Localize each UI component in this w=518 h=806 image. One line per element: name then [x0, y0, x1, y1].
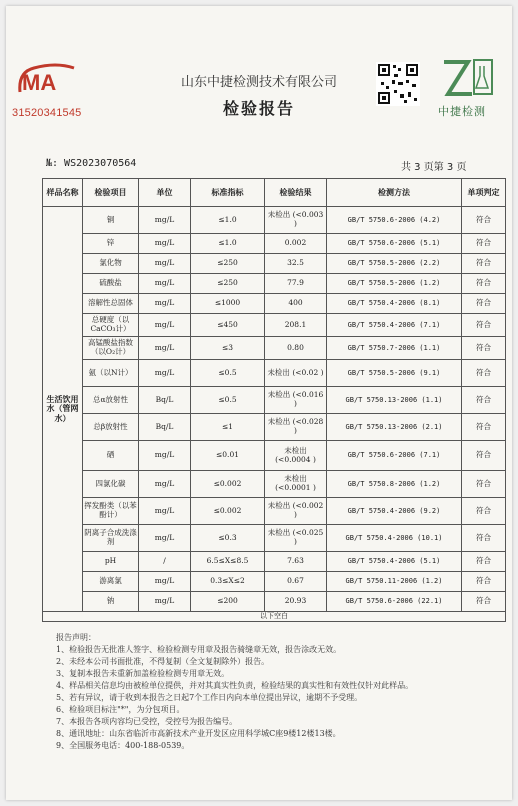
- result-cell: 0.002: [265, 234, 327, 254]
- result-cell: 208.1: [265, 314, 327, 337]
- report-number: №: WS2023070564: [46, 158, 137, 169]
- method-cell: GB/T 5750.5-2006 (1.2): [327, 274, 462, 294]
- judgement-cell: 符合: [462, 592, 506, 612]
- method-cell: GB/T 5750.11-2006 (1.2): [327, 572, 462, 592]
- table-row: [43, 234, 506, 254]
- note-line: 6、检验项目标注"*"，为分包项目。: [56, 705, 185, 714]
- table-row: [43, 592, 506, 612]
- table-row: [43, 294, 506, 314]
- method-cell: GB/T 5750.6-2006 (4.2): [327, 207, 462, 234]
- note-line: 7、本报告各项内容均已受控，受控号为报告编号。: [56, 717, 238, 726]
- judgement-cell: 符合: [462, 471, 506, 498]
- item-cell: 溶解性总固体: [83, 294, 139, 314]
- result-cell: 未检出 (<0.002 ): [265, 498, 327, 525]
- judgement-cell: 符合: [462, 387, 506, 414]
- note-line: 1、检验报告无批准人签字、检验检测专用章及报告骑缝章无效，报告涂改无效。: [56, 645, 342, 654]
- header-test-item: 检验项目: [83, 179, 139, 207]
- svg-text:MA: MA: [22, 70, 57, 95]
- item-cell: 硫酸盐: [83, 274, 139, 294]
- table-row: [43, 337, 506, 360]
- item-cell: 钠: [83, 592, 139, 612]
- report-title: 检验报告: [222, 99, 295, 118]
- result-cell: 20.93: [265, 592, 327, 612]
- item-cell: 铜: [83, 207, 139, 234]
- judgement-cell: 符合: [462, 207, 506, 234]
- method-cell: GB/T 5750.6-2006 (5.1): [327, 234, 462, 254]
- table-row: [43, 254, 506, 274]
- result-cell: 未检出 (<0.028 ): [265, 414, 327, 441]
- item-cell: 阴离子合成洗涤剂: [83, 525, 139, 552]
- method-cell: GB/T 5750.13-2006 (1.1): [327, 387, 462, 414]
- note-line: 8、通讯地址：山东省临沂市高新技术产业开发区应用科学城C座9楼12楼13楼。: [56, 729, 341, 738]
- item-cell: 硒: [83, 441, 139, 471]
- unit-cell: /: [139, 552, 191, 572]
- limit-cell: ≤0.5: [191, 360, 265, 387]
- logo-text: 中捷检测: [438, 105, 486, 118]
- judgement-cell: 符合: [462, 274, 506, 294]
- table-row: [43, 360, 506, 387]
- company-name: 山东中捷检测技术有限公司: [180, 75, 337, 90]
- judgement-cell: 符合: [462, 360, 506, 387]
- unit-cell: mg/L: [139, 207, 191, 234]
- result-cell: 未检出 (<0.016 ): [265, 387, 327, 414]
- header-result: 检验结果: [265, 179, 327, 207]
- table-row: [43, 572, 506, 592]
- header-sample-name: 样品名称: [43, 179, 83, 207]
- unit-cell: mg/L: [139, 572, 191, 592]
- table-row: [43, 314, 506, 337]
- limit-cell: ≤1: [191, 414, 265, 441]
- limit-cell: ≤200: [191, 592, 265, 612]
- result-cell: 未检出 (<0.003 ): [265, 207, 327, 234]
- judgement-cell: 符合: [462, 234, 506, 254]
- item-cell: 氯化物: [83, 254, 139, 274]
- table-row: [43, 498, 506, 525]
- unit-cell: mg/L: [139, 314, 191, 337]
- item-cell: 高锰酸盐指数（以O₂计）: [83, 337, 139, 360]
- limit-cell: ≤1000: [191, 294, 265, 314]
- judgement-cell: 符合: [462, 441, 506, 471]
- blank-note: 以下空白: [43, 612, 506, 622]
- page-info: 共 3 页第 3 页: [401, 162, 467, 173]
- note-line: 3、复制本报告未重新加盖检验检测专用章无效。: [56, 669, 230, 678]
- limit-cell: 0.3≤X≤2: [191, 572, 265, 592]
- item-cell: 氨（以N计）: [83, 360, 139, 387]
- table-row: [43, 471, 506, 498]
- blank-row: [43, 612, 506, 622]
- limit-cell: ≤250: [191, 254, 265, 274]
- result-cell: 未检出 (<0.02 ): [265, 360, 327, 387]
- method-cell: GB/T 5750.6-2006 (7.1): [327, 441, 462, 471]
- qr-code-icon: [376, 62, 420, 106]
- limit-cell: ≤1.0: [191, 234, 265, 254]
- item-cell: pH: [83, 552, 139, 572]
- header-standard: 标准指标: [191, 179, 265, 207]
- result-cell: 0.80: [265, 337, 327, 360]
- limit-cell: ≤0.01: [191, 441, 265, 471]
- unit-cell: mg/L: [139, 498, 191, 525]
- note-line: 2、未经本公司书面批准，不得复制（全文复制除外）报告。: [56, 657, 270, 666]
- limit-cell: ≤0.3: [191, 525, 265, 552]
- item-cell: 总β放射性: [83, 414, 139, 441]
- method-cell: GB/T 5750.4-2006 (8.1): [327, 294, 462, 314]
- method-cell: GB/T 5750.13-2006 (2.1): [327, 414, 462, 441]
- unit-cell: mg/L: [139, 254, 191, 274]
- unit-cell: mg/L: [139, 274, 191, 294]
- table-row: [43, 441, 506, 471]
- unit-cell: mg/L: [139, 592, 191, 612]
- method-cell: GB/T 5750.4-2006 (10.1): [327, 525, 462, 552]
- result-cell: 400: [265, 294, 327, 314]
- report-notes: [56, 632, 413, 752]
- sample-name-cell: 生活饮用水（管网水）: [43, 207, 83, 612]
- table-header-row: [43, 179, 506, 207]
- method-cell: GB/T 5750.4-2006 (7.1): [327, 314, 462, 337]
- item-cell: 总硬度（以CaCO₃计）: [83, 314, 139, 337]
- limit-cell: ≤0.002: [191, 498, 265, 525]
- method-cell: GB/T 5750.5-2006 (9.1): [327, 360, 462, 387]
- limit-cell: ≤450: [191, 314, 265, 337]
- header-judgement: 单项判定: [462, 179, 506, 207]
- table-row: [43, 552, 506, 572]
- judgement-cell: 符合: [462, 525, 506, 552]
- table-row: [43, 207, 506, 234]
- judgement-cell: 符合: [462, 552, 506, 572]
- header-method: 检测方法: [327, 179, 462, 207]
- header-unit: 单位: [139, 179, 191, 207]
- table-row: [43, 525, 506, 552]
- result-cell: 未检出 (<0.0001 ): [265, 471, 327, 498]
- judgement-cell: 符合: [462, 337, 506, 360]
- judgement-cell: 符合: [462, 254, 506, 274]
- judgement-cell: 符合: [462, 498, 506, 525]
- method-cell: GB/T 5750.4-2006 (5.1): [327, 552, 462, 572]
- unit-cell: mg/L: [139, 471, 191, 498]
- unit-cell: mg/L: [139, 234, 191, 254]
- judgement-cell: 符合: [462, 572, 506, 592]
- unit-cell: mg/L: [139, 525, 191, 552]
- note-line: 5、若有异议，请于收到本报告之日起7个工作日内向本单位提出异议，逾期不予受理。: [56, 693, 363, 702]
- method-cell: GB/T 5750.8-2006 (1.2): [327, 471, 462, 498]
- judgement-cell: 符合: [462, 294, 506, 314]
- unit-cell: mg/L: [139, 294, 191, 314]
- item-cell: 游离氯: [83, 572, 139, 592]
- judgement-cell: 符合: [462, 314, 506, 337]
- table-row: [43, 274, 506, 294]
- report-page: [6, 6, 512, 800]
- results-table: [42, 178, 506, 622]
- note-line: 9、全国服务电话：400-188-0539。: [56, 741, 190, 750]
- result-cell: 77.9: [265, 274, 327, 294]
- method-cell: GB/T 5750.5-2006 (2.2): [327, 254, 462, 274]
- limit-cell: ≤1.0: [191, 207, 265, 234]
- unit-cell: mg/L: [139, 441, 191, 471]
- unit-cell: Bq/L: [139, 414, 191, 441]
- result-cell: 0.67: [265, 572, 327, 592]
- result-cell: 32.5: [265, 254, 327, 274]
- unit-cell: mg/L: [139, 360, 191, 387]
- item-cell: 锌: [83, 234, 139, 254]
- table-row: [43, 414, 506, 441]
- limit-cell: ≤3: [191, 337, 265, 360]
- limit-cell: 6.5≤X≤8.5: [191, 552, 265, 572]
- result-cell: 未检出 (<0.025 ): [265, 525, 327, 552]
- result-cell: 7.63: [265, 552, 327, 572]
- method-cell: GB/T 5750.7-2006 (1.1): [327, 337, 462, 360]
- unit-cell: mg/L: [139, 337, 191, 360]
- item-cell: 总α放射性: [83, 387, 139, 414]
- unit-cell: Bq/L: [139, 387, 191, 414]
- note-line: 4、样品相关信息均由被检单位提供，并对其真实性负责，检验结果的真实性和有效性仅针对此样品。: [56, 681, 414, 690]
- item-cell: 四氯化碳: [83, 471, 139, 498]
- judgement-cell: 符合: [462, 414, 506, 441]
- limit-cell: ≤250: [191, 274, 265, 294]
- limit-cell: ≤0.5: [191, 387, 265, 414]
- method-cell: GB/T 5750.4-2006 (9.2): [327, 498, 462, 525]
- result-cell: 未检出 (<0.0004 ): [265, 441, 327, 471]
- item-cell: 挥发酚类（以苯酚计）: [83, 498, 139, 525]
- cert-number: 31520341545: [12, 107, 82, 119]
- method-cell: GB/T 5750.6-2006 (22.1): [327, 592, 462, 612]
- notes-title: 报告声明：: [56, 633, 96, 642]
- limit-cell: ≤0.002: [191, 471, 265, 498]
- table-row: [43, 387, 506, 414]
- zhongjie-logo: [442, 58, 494, 98]
